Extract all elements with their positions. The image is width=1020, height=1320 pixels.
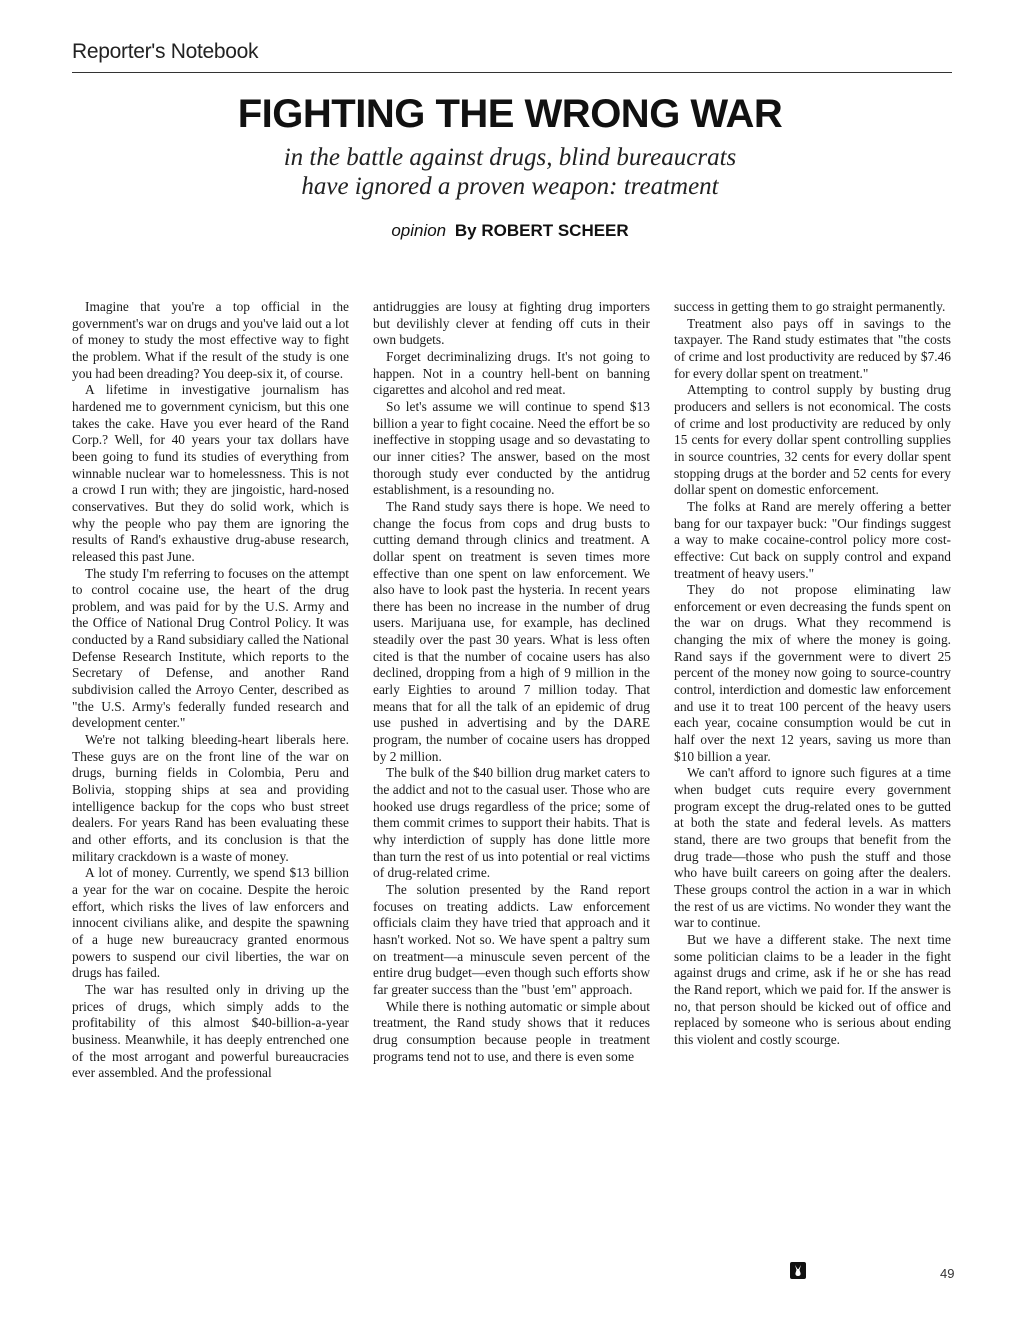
paragraph: The solution presented by the Rand report focuses on treating addicts. Law enforcement officials claim they have tried that approach and it hasn't worked. Not so. We have spent a paltry sum on treatment—a minuscule seven percent of the entire drug budget—even though such efforts show far greater success than the "bust 'em" approach. — [373, 881, 650, 997]
paragraph: success in getting them to go straight permanently. — [674, 299, 946, 314]
paragraph: A lot of money. Currently, we spend $13 billion a year for the war on cocaine. Despite the heroic effort, which risks the lives of law enforcers and innocent civilians alike, and despite the spawning of a huge new bureaucracy granted enormous powers to suspend our civil liberties, the war on drugs has failed. — [72, 865, 349, 981]
paragraph: But we have a different stake. The next time some politician claims to be a leader in the fight against drugs and crime, ask if he or she has read the Rand report, which we paid for. If the answer is no, that person should be kicked out of office and replaced by someone who is serious about ending this violent and costly scourge. — [674, 931, 951, 1047]
paragraph: The study I'm referring to focuses on the attempt to control cocaine use, the heart of the drug problem, and was paid for by the U.S. Army and the Office of National Drug Control Policy. It was conducted by a Rand subsidiary called the National Defense Research Institute, which reports to the Secretary of Defense, and another Rand subdivision called the Arroyo Center, described as "the U.S. Army's federally funded research and development center." — [72, 565, 349, 731]
header-rule — [72, 72, 952, 73]
paragraph: So let's assume we will continue to spend $13 billion a year to fight cocaine. Need the effort be so ineffective in stopping usage and so devastating to our inner cities? The answer, based on the most thorough study ever conducted by the antidrug establishment, is a resounding no. — [373, 398, 650, 498]
paragraph: A lifetime in investigative journalism has hardened me to government cynicism, but this one takes the cake. Have you ever heard of the Rand Corp.? Well, for 40 years your tax dollars have been going to fund its studies of everything from winnable nuclear war to homelessness. This is not a crowd I run with; they are jingoistic, hard-nosed conservatives. But they do solid work, which is why the people who pay them are ignoring the results of Rand's exhaustive drug-abuse research, released this past June. — [72, 382, 349, 564]
deck-line-2: have ignored a proven weapon: treatment — [301, 173, 719, 200]
paragraph: The bulk of the $40 billion drug market caters to the addict and not to the casual user. Those who are hooked use drugs regardless of the price; some of them commit crimes to support their habits. That is why interdiction of supply has done little more than turn the rest of us into potential or real victims of drug-related crime. — [373, 765, 650, 881]
paragraph: Imagine that you're a top official in the government's war on drugs and you've laid out a lot of money to study the most effective way to fight the problem. What if the result of the study is one you had been dreading? You deep-six it, of course. — [72, 299, 349, 381]
paragraph: The war has resulted only in driving up the prices of drugs, which simply adds to the profitability of this almost $40-billion-a-year business. Meanwhile, it has deeply entrenched one of the most arrogant and powerful bureaucracies ever assembled. And the professional — [72, 981, 349, 1081]
bunny-end-mark-icon-svg — [790, 1262, 806, 1279]
byline — [0, 221, 1020, 241]
column-3 — [674, 299, 951, 1082]
paragraph: Treatment also pays off in savings to the taxpayer. The Rand study estimates that "the costs of crime and lost productivity are reduced by $7.46 for every dollar spent on treatment." — [674, 315, 951, 381]
paragraph: While there is nothing automatic or simple about treatment, the Rand study shows that it reduces drug consumption because people in treatment programs tend not to use, and there is even some — [373, 998, 650, 1064]
paragraph: We can't afford to ignore such figures at a time when budget cuts require every government program except the drug-related ones to be gutted at both the state and federal levels. As matters stand, there are two groups that benefit from the drug trade—those who push the stuff and those who have built careers on going after the dealers. These groups control the action in a war in which the rest of us are victims. No wonder they want the war to continue. — [674, 765, 951, 931]
column-1 — [72, 299, 349, 1082]
paragraph: We're not talking bleeding-heart liberals here. These guys are on the front line of the war on drugs, burning fields in Colombia, Peru and Bolivia, stopping ships at sea and providing intelligence backup for the cops who bust street dealers. For years Rand has been evaluating these and other efforts, and its conclusion is that the military crackdown is a waste of money. — [72, 732, 349, 864]
article-body — [72, 299, 951, 1082]
deck — [0, 143, 1020, 201]
paragraph: antidruggies are lousy at fighting drug importers but devilishly clever at fending off cuts in their own budgets. — [373, 299, 650, 348]
paragraph: They do not propose eliminating law enforcement or even decreasing the funds spent on the war on drugs. What they recommend is changing the mix of where the money is going. Rand says if the government were to divert 25 percent of the money now going to source-country control, interdiction and domestic law enforcement and use it to treat 100 percent of the heavy users each year, cocaine consumption would be cut in half over the next 12 years, saving us more than $10 billion a year. — [674, 582, 951, 764]
bunny-end-mark-icon — [790, 1262, 806, 1279]
page-number: 49 — [940, 1266, 955, 1281]
byline-author: By ROBERT SCHEER — [454, 221, 629, 240]
paragraph: The Rand study says there is hope. We need to change the focus from cops and drug busts to cutting demand through clinics and treatment. A dollar spent on treatment is seven times more effective than one spent on law enforcement. We also have to look past the hysteria. In recent years there has been no increase in the number of drug users. Marijuana use, for example, has declined steadily over the past 30 years. What is less often cited is that the number of cocaine users has also declined, dropping from a high of 9 million in the early Eighties to around 7 million today. That means that for all the talk of an epidemic of drug use pushed in advertising and by the DARE program, the number of cocaine users has dropped by 2 million. — [373, 498, 650, 764]
paragraph: Attempting to control supply by busting drug producers and sellers is not economical. The costs of crime and lost productivity are reduced by only 15 cents for every dollar spent controlling supplies in source countries, 32 cents for every dollar spent stopping drugs at the border and 52 cents for every dollar spent on domestic enforcement. — [674, 382, 951, 498]
byline-kicker: opinion — [391, 221, 447, 240]
paragraph: Forget decriminalizing drugs. It's not going to happen. Not in a country hell-bent on banning cigarettes and alcohol and red meat. — [373, 348, 650, 398]
paragraph: The folks at Rand are merely offering a better bang for our taxpayer buck: "Our findings suggest a way to make cocaine-control policy more cost-effective: Cut back on supply control and expand treatment of heavy users." — [674, 498, 951, 581]
section-label: Reporter's Notebook — [72, 40, 259, 63]
column-2 — [373, 299, 650, 1082]
deck-line-1: in the battle against drugs, blind bureaucrats — [283, 144, 737, 171]
headline: FIGHTING THE WRONG WAR — [237, 92, 783, 136]
